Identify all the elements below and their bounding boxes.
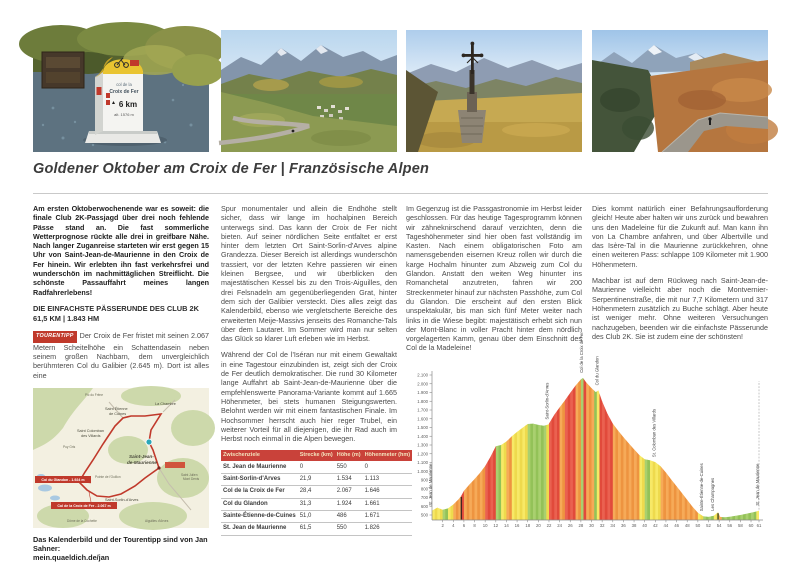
- svg-text:22: 22: [546, 523, 552, 528]
- elevation-profile-chart: [402, 332, 794, 537]
- svg-text:500: 500: [420, 512, 428, 518]
- cell-name: Sainte-Étienne-de-Cuines: [221, 510, 298, 522]
- wooden-sign: [42, 52, 84, 88]
- table-row: [221, 510, 412, 522]
- cell-hm: 1.646: [363, 486, 413, 498]
- svg-text:1.400: 1.400: [417, 433, 428, 439]
- cell-ele: 1.924: [335, 498, 363, 510]
- svg-text:44: 44: [663, 523, 669, 528]
- svg-text:56: 56: [727, 523, 733, 528]
- photo-iron-cross: [406, 30, 582, 152]
- col-header-hoehe: Höhe (m): [335, 450, 363, 461]
- poi-marker-icon: [146, 439, 152, 445]
- svg-text:800: 800: [420, 486, 428, 492]
- milestone-line1: col de la: [116, 82, 132, 87]
- svg-text:1.000: 1.000: [417, 468, 428, 474]
- label-st-colomban-1: Saint Colomban: [77, 428, 105, 433]
- svg-text:58: 58: [737, 523, 743, 528]
- chart-waypoint-label: St. Jean de Maurienne: [428, 463, 433, 506]
- chart-waypoint-label: St. Jean de Maurienne: [755, 463, 760, 506]
- cyclist-dot: [292, 130, 295, 133]
- col-header-hm: Höhenmeter (hm): [363, 450, 413, 461]
- cell-ele: 550: [335, 461, 363, 473]
- svg-text:1.900: 1.900: [417, 390, 428, 395]
- photo-valley-village: [221, 30, 397, 152]
- cell-km: 31,3: [298, 498, 335, 510]
- svg-text:1.600: 1.600: [417, 416, 428, 422]
- svg-text:46: 46: [674, 523, 679, 528]
- tour-subtitle: [33, 304, 209, 324]
- svg-text:38: 38: [631, 523, 637, 528]
- milestone-line2: Croix de Fer: [109, 89, 139, 95]
- svg-text:1.300: 1.300: [417, 442, 428, 448]
- tourentipp-badge: TOURENTIPP: [33, 331, 77, 343]
- intro-paragraph: Am ersten Oktoberwochenende war es soweit: die finale Club 2K-Passjagd über drei noch fehlende Pässe stand an. Die fast sommerliche Wetterprognose rückte alle drei in greifbare Nähe. Nach langer Zuganreise starteten wir erst gegen 15 Uhr von Saint-Jean-de-Maurienne in den Croix de Fer hinein. Wir erlebten ihn fast verkehrsfrei und wunderschön im nachmittäglichen Streiflicht. Die schönste Passauffahrt meines langen Radfahrerlebens!: [33, 204, 209, 297]
- svg-text:16: 16: [514, 523, 520, 528]
- route-map: [33, 388, 209, 528]
- cell-km: 0: [298, 461, 335, 473]
- table-row: [221, 498, 412, 510]
- croixdefer-badge-label: Col de la Croix de Fer - 2.067 m: [57, 503, 111, 508]
- column-2: [221, 204, 411, 536]
- credit-line1: Das Kalenderbild und der Tourentipp sind von Jan Sahner:: [33, 534, 208, 553]
- milestone-distance: 6 km: [118, 100, 138, 109]
- label-st-julien-2: Mont Denis: [183, 476, 200, 481]
- label-st-jean-2: de-Maurienne: [127, 459, 157, 465]
- svg-text:1.100: 1.100: [417, 460, 428, 465]
- svg-text:40: 40: [642, 523, 648, 528]
- cell-hm: 1.671: [363, 510, 413, 522]
- svg-text:4: 4: [452, 523, 455, 528]
- svg-text:61: 61: [756, 523, 762, 528]
- valley-photo-graphic: [221, 30, 397, 152]
- label-la-chambre: La Chambre: [155, 401, 176, 406]
- label-st-jean-1: Saint-Jean-: [129, 453, 154, 459]
- start-dot: [157, 466, 160, 469]
- cell-km: 21,9: [298, 473, 335, 485]
- cell-hm: 1.113: [363, 473, 413, 485]
- svg-text:54: 54: [716, 523, 722, 528]
- body-paragraph: Dies kommt natürlich einer Befahrungsaufforderung gleich! Heute aber halten wir uns zurück und bewahren uns den Madeleine für die Zukunft auf. Man kann ihn von La Chambre anfahren, und über Albertville und das Isère-Tal in die Maurienne zurückkehren, ohne einen weiteren Pass: schlappe 109 Kilometer mit 1.900 Höhenmetern.: [592, 204, 768, 269]
- credit-url-link[interactable]: mein.quaeldich.de/jan: [33, 552, 110, 562]
- svg-text:24: 24: [557, 523, 563, 528]
- svg-text:2: 2: [441, 523, 444, 528]
- svg-text:600: 600: [420, 503, 428, 509]
- milestone-photo-graphic: [33, 30, 209, 152]
- chart-waypoint-label: St. Colomban des Villards: [651, 408, 657, 458]
- body-paragraph: Machbar ist auf dem Rückweg nach Saint-Jean-de-Maurienne vielleicht aber noch die Montvernier-Serpentinenstraße, die mit nur 7,7 Kilometern und 317 Höhenmetern zusätzlich zu Buche schlägt. Aber heute ist weniger mehr. Ohne weiteren Versuchungen nachzugeben, beenden wir die einfachste Pässerunde des Club 2K. Sie ist zudem eine der schönsten!: [592, 276, 768, 341]
- photo-milestone: [33, 30, 209, 152]
- column-1: [33, 204, 209, 562]
- cell-name: St. Jean de Maurienne: [221, 461, 298, 473]
- chart-waypoint-label: Saint-Sorlin-d'Arves: [544, 382, 550, 420]
- svg-text:48: 48: [684, 523, 690, 528]
- svg-text:10: 10: [482, 523, 488, 528]
- milestone-altitude: alt. 1576 m: [114, 112, 134, 117]
- svg-text:14: 14: [504, 523, 509, 528]
- tourentipp-text: Der Croix de Fer fristet mit seinen 2.067 Metern Scheitelhöhe ein Schattendasein neben seinem großen Nachbarn, dem unvergleichlich berühmteren Col du Galibier (2.645 m). Dort ist alles eine: [33, 330, 209, 380]
- svg-text:1.500: 1.500: [417, 425, 428, 430]
- label-st-etienne-1: Saint Étienne: [105, 406, 128, 411]
- svg-text:36: 36: [621, 523, 626, 528]
- waypoints-table: [221, 450, 412, 535]
- svg-text:42: 42: [652, 523, 658, 528]
- cell-name: St. Jean de Maurienne: [221, 523, 298, 535]
- glandon-badge-label: Col du Glandon - 1.924 m: [41, 477, 85, 482]
- chart-waypoint-label: Col du Glandon: [594, 356, 600, 386]
- svg-text:34: 34: [610, 523, 616, 528]
- cell-hm: 1.826: [363, 523, 413, 535]
- col-header-zwischenziele: Zwischenziele: [221, 450, 298, 461]
- label-pointe-ouillon: Pointe de l'Ouillon: [95, 474, 121, 479]
- cell-name: Col de la Croix de Fer: [221, 486, 298, 498]
- montvernier-badge: [165, 462, 185, 468]
- body-paragraph: Während der Col de l'Iséran nur mit einem Gewaltakt in eine Tagestour einzubinden ist, zeigt sich der Croix de Fer deutlich demokratischer. Die rund 30 Kilometer lange Auffahrt ab Saint-Jean-de-Maurienne über die empfehlenswerte Panorama-Variante kommt auf 1.665 Höhenmeter, bei stets humanen Steigungswerten. Belohnt werden wir mit einem fantastischen Finale. Im Hochsommer herrscht auch hier reger Trubel, ein weiterer Vorteil für all diejenigen, die ihr Rad auch im Herbst noch einmal in die Alpen bewegen.: [221, 350, 397, 444]
- column-3: [406, 204, 582, 360]
- svg-text:28: 28: [578, 523, 584, 528]
- column-4: [592, 204, 768, 348]
- label-st-colomban-2: des Villards: [81, 433, 101, 438]
- svg-text:18: 18: [525, 523, 531, 528]
- cell-ele: 1.534: [335, 473, 363, 485]
- label-dome-cochette: Dôme de la Cochette: [67, 518, 97, 523]
- table-row: [221, 473, 412, 485]
- label-st-julien-1: Saint Julien: [181, 472, 198, 477]
- svg-text:32: 32: [599, 523, 605, 528]
- table-header-row: [221, 450, 412, 461]
- svg-text:8: 8: [473, 523, 476, 528]
- page-title: Goldener Oktober am Croix de Fer | Französische Alpen: [33, 161, 430, 177]
- cell-km: 51,0: [298, 510, 335, 522]
- cross-photo-graphic: [406, 30, 582, 152]
- label-st-etienne-2: de Cuines: [109, 411, 127, 416]
- svg-text:1.700: 1.700: [417, 407, 428, 413]
- cell-hm: 1.661: [363, 498, 413, 510]
- table-row: [221, 523, 412, 535]
- road-photo-graphic: [592, 30, 768, 152]
- tour-subtitle-line1: DIE EINFACHSTE PÄSSERUNDE DES CLUB 2K: [33, 303, 199, 313]
- svg-text:2.000: 2.000: [417, 381, 428, 387]
- cell-km: 28,4: [298, 486, 335, 498]
- svg-text:26: 26: [567, 523, 573, 528]
- svg-text:50: 50: [695, 523, 701, 528]
- cell-name: Col du Glandon: [221, 498, 298, 510]
- svg-text:60: 60: [748, 523, 754, 528]
- svg-text:1.800: 1.800: [417, 398, 428, 404]
- cell-hm: 0: [363, 461, 413, 473]
- svg-text:900: 900: [420, 477, 428, 483]
- cell-ele: 486: [335, 510, 363, 522]
- label-st-sorlin: Saint-Sorlin-d'Arves: [105, 497, 139, 502]
- label-puy-gris: Puy Gris: [63, 444, 76, 449]
- table-row: [221, 461, 412, 473]
- svg-text:700: 700: [420, 495, 428, 500]
- cell-ele: 550: [335, 523, 363, 535]
- tour-subtitle-line2: 61,5 KM | 1.843 HM: [33, 313, 100, 323]
- body-paragraph: Spur monumentaler und allein die Endhöhe stellt sicher, dass wir lange im hochalpinen Bereich unterwegs sind. Das kann der Croix de Fer nicht bieten. Auf seiner nördlichen Seite entfaltet er erst hinter dem letzten Ort Saint-Sorlin-d'Arves alpine Grandezza. Dieser Bereich ist allerdings wunderschön trassiert, vor der letzten Kehre passieren wir einen kleinen Bergsee, und wir überblicken den majestätischen Kessel bis zu den Trois-Aiguilles, den drei Felsnadeln am gegenüberliegenden Grat, hinter dem sich der Galibier versteckt. Dies alles zeigt das Kalenderbild, ebenso wie vergletscherte Bereiche des erweiterten Meije-Massivs jenseits des Romanche-Tals über dem Lautaret. Im Sommer wird man nur selten das Glück so klarer Luft erleben wie im Herbst.: [221, 204, 397, 344]
- svg-text:6: 6: [462, 523, 466, 528]
- col-header-strecke: Strecke (km): [298, 450, 335, 461]
- table-row: [221, 486, 412, 498]
- body-paragraph: Im Gegenzug ist die Passgastronomie im Herbst leider geschlossen. Für das heutige Tagesprogramm können wir zähneknirschend darauf verzichten, denn die Tageshöhenmeter sind hier oben fast vollständig im Kasten. Nach einem obligatorischen Foto am namensgebenden eisernen Kreuz rollen wir durch die karge Hochalm hinunter zum Abzweig zum Col du Glandon. Anstatt den weiten Weg hinunter ins Romanchetal anzutreten, fahren wir 200 Streckenmeter hinauf zur nächsten Passhöhe, zum Col du Glandon. Die erscheint auf den ersten Blick unspektakulär, bis man sich fünf Meter weiter nach links in die Wiese begibt: majestätisch erhebt sich nun der Mont-Blanc in voller Pracht hinter dem nördlich vorgelagerten Kamm, genau über dem Einschnitt des Col de la Madeleine!: [406, 204, 582, 353]
- tourentipp-paragraph: [33, 331, 209, 380]
- chart-waypoint-label: Les Champagnes: [709, 477, 715, 511]
- photo-autumn-road: [592, 30, 768, 152]
- svg-text:12: 12: [493, 523, 499, 528]
- svg-text:52: 52: [706, 523, 711, 528]
- svg-text:20: 20: [535, 523, 541, 528]
- label-pic-frene: Pic du Frêne: [85, 392, 104, 397]
- credit: [33, 535, 209, 562]
- svg-text:1.200: 1.200: [417, 451, 428, 457]
- svg-text:30: 30: [589, 523, 594, 528]
- cell-name: Saint-Sorlin-d'Arves: [221, 473, 298, 485]
- svg-text:2.100: 2.100: [417, 372, 428, 378]
- cell-km: 61,5: [298, 523, 335, 535]
- cell-ele: 2.067: [335, 486, 363, 498]
- chart-waypoint-label: Col de la Croix de Fer: [579, 332, 585, 373]
- label-aiguilles-arves: Aiguilles d'Arves: [145, 518, 169, 523]
- chart-waypoint-label: Sainte-Étienne-de-Cuines: [699, 463, 705, 512]
- title-divider: [33, 193, 768, 194]
